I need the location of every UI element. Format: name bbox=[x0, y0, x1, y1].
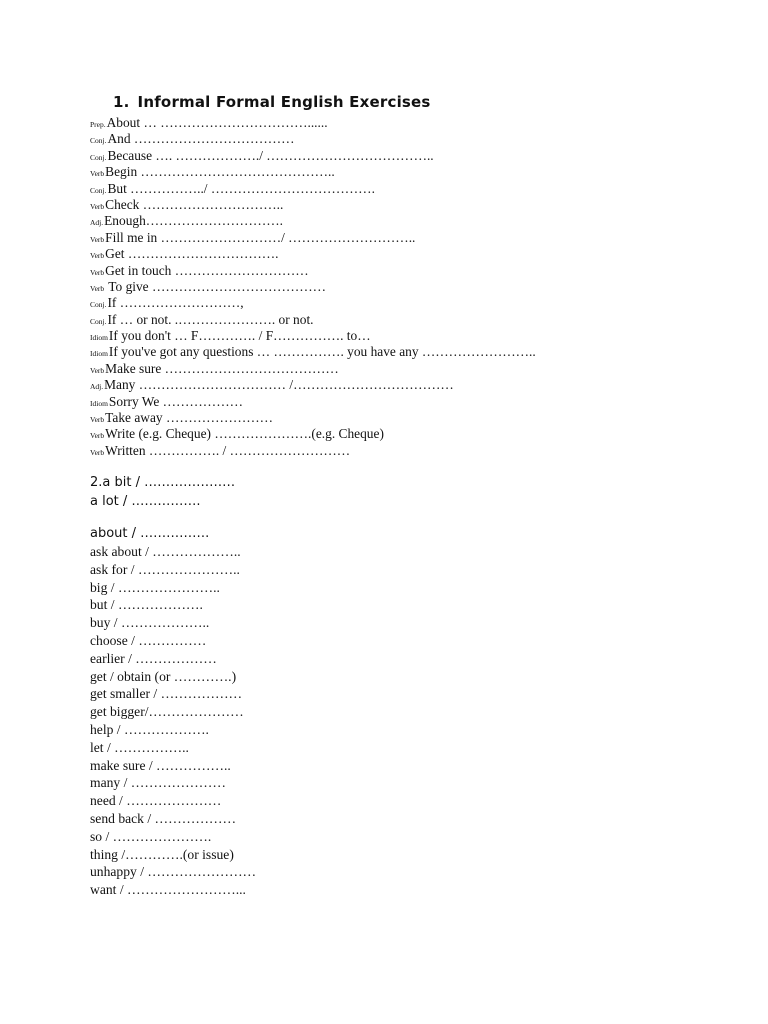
part-of-speech-tag: Verb bbox=[90, 234, 105, 244]
exercise-2-list bbox=[90, 524, 256, 899]
exercise-1-row bbox=[90, 426, 536, 442]
exercise-2-item: get / obtain (or ………….) bbox=[90, 668, 237, 684]
part-of-speech-tag: Verb bbox=[90, 447, 105, 457]
exercise-1-text: About … ……………………………...... bbox=[106, 115, 328, 130]
exercise-1-text: If … or not. .…………………. or not. bbox=[107, 311, 314, 327]
exercise-2-item: get smaller / ……………… bbox=[90, 686, 243, 702]
exercise-1-text: If you've got any questions … ……………. you have any …………………….. bbox=[108, 344, 536, 360]
exercise-2-item: many / ………………… bbox=[90, 775, 226, 791]
page-title bbox=[113, 93, 431, 111]
exercise-1-row bbox=[90, 344, 536, 360]
exercise-1-text: Make sure ………………………………… bbox=[105, 360, 339, 376]
part-of-speech-tag: Conj. bbox=[90, 152, 107, 162]
exercise-2-item: ask about / ……………….. bbox=[90, 544, 241, 559]
part-of-speech-tag: Verb bbox=[90, 365, 105, 375]
exercise-2-item: unhappy / …………………… bbox=[90, 864, 257, 880]
exercise-2-item: help / ………………. bbox=[90, 721, 209, 737]
exercise-1-row bbox=[90, 361, 536, 377]
exercise-1-row bbox=[90, 148, 536, 164]
exercise-1-row bbox=[90, 394, 536, 410]
exercise-2-item: big / ………………….. bbox=[90, 579, 220, 595]
exercise-2-header bbox=[90, 473, 235, 511]
exercise-1-text: Begin …………………………………….. bbox=[105, 164, 335, 180]
exercise-2-item: so / …………………. bbox=[90, 828, 212, 844]
exercise-2-item: earlier / ……………… bbox=[90, 650, 217, 666]
exercise-1-text: To give ………………………………… bbox=[105, 278, 327, 294]
exercise-2-item: thing /………….(or issue) bbox=[90, 846, 234, 862]
exercise-1-row bbox=[90, 131, 536, 147]
exercise-2-line: 2.a bit / ………………… bbox=[90, 475, 236, 490]
exercise-1-text: Get in touch ………………………… bbox=[105, 262, 309, 278]
exercise-1-row bbox=[90, 312, 536, 328]
exercise-1-row bbox=[90, 410, 536, 426]
exercise-1-text: Get ……………………………. bbox=[105, 246, 279, 262]
part-of-speech-tag: Prep. bbox=[90, 120, 106, 129]
part-of-speech-tag: Idiom bbox=[90, 349, 108, 359]
exercise-1-text: Written ……………. / ……………………… bbox=[105, 442, 351, 458]
part-of-speech-tag: Idiom bbox=[90, 398, 108, 408]
exercise-2-item: let / …………….. bbox=[90, 739, 189, 755]
exercise-1-row bbox=[90, 295, 536, 311]
title-text: Informal Formal English Exercises bbox=[137, 93, 431, 111]
exercise-1-list bbox=[90, 115, 536, 459]
part-of-speech-tag: Verb bbox=[90, 267, 105, 277]
exercise-1-text: Take away …………………… bbox=[105, 410, 274, 426]
exercise-1-text: If you don't … F…………. / F……………. to… bbox=[108, 328, 371, 344]
exercise-1-row bbox=[90, 263, 536, 279]
exercise-1-row bbox=[90, 328, 536, 344]
part-of-speech-tag: Adj. bbox=[90, 382, 104, 392]
exercise-2-item: make sure / …………….. bbox=[90, 757, 231, 773]
exercise-2-item: but / ………………. bbox=[90, 597, 203, 613]
exercise-2-item: send back / ……………… bbox=[90, 810, 237, 826]
exercise-1-text: Sorry We ……………… bbox=[108, 393, 243, 409]
exercise-1-text: Many …………………………… /……………………………… bbox=[104, 377, 454, 393]
part-of-speech-tag: Conj. bbox=[90, 185, 107, 195]
exercise-1-text: Because …. ………………./ ……………………………….. bbox=[107, 147, 434, 163]
exercise-1-row bbox=[90, 230, 536, 246]
part-of-speech-tag: Verb bbox=[90, 201, 105, 211]
part-of-speech-tag: Conj. bbox=[90, 300, 107, 310]
exercise-1-row bbox=[90, 164, 536, 180]
part-of-speech-tag: Idiom bbox=[90, 333, 108, 343]
exercise-2-item: want / ……………………... bbox=[90, 882, 246, 898]
part-of-speech-tag: Verb bbox=[90, 283, 105, 293]
exercise-1-text: And ……………………………… bbox=[107, 131, 295, 147]
exercise-2-item: get bigger/………………… bbox=[90, 704, 244, 720]
part-of-speech-tag: Conj. bbox=[90, 316, 107, 326]
exercise-2-item: ask for / ………………….. bbox=[90, 561, 240, 577]
exercise-2-line: a lot / ……………. bbox=[90, 494, 201, 509]
exercise-1-row bbox=[90, 246, 536, 262]
exercise-1-row bbox=[90, 213, 536, 229]
title-number: 1. bbox=[113, 93, 130, 111]
exercise-1-text: If ………………………, bbox=[107, 295, 244, 311]
exercise-1-text: Write (e.g. Cheque) ………………….(e.g. Cheque) bbox=[105, 426, 384, 442]
part-of-speech-tag: Verb bbox=[90, 251, 105, 261]
exercise-2-first-item: about / ……………. bbox=[90, 526, 210, 541]
exercise-1-row bbox=[90, 279, 536, 295]
exercise-1-text: Fill me in ………………………/ ……………………….. bbox=[105, 229, 416, 245]
exercise-1-row bbox=[90, 115, 536, 131]
exercise-1-text: But ……………../ ………………………………. bbox=[107, 180, 375, 196]
exercise-1-text: Enough…………………………. bbox=[104, 213, 284, 229]
exercise-1-row bbox=[90, 443, 536, 459]
exercise-1-row bbox=[90, 197, 536, 213]
part-of-speech-tag: Verb bbox=[90, 169, 105, 179]
part-of-speech-tag: Verb bbox=[90, 431, 105, 441]
part-of-speech-tag: Verb bbox=[90, 415, 105, 425]
exercise-2-item: choose / …………… bbox=[90, 632, 207, 648]
part-of-speech-tag: Conj. bbox=[90, 136, 107, 146]
exercise-1-row bbox=[90, 377, 536, 393]
exercise-1-row bbox=[90, 181, 536, 197]
exercise-2-item: need / ………………… bbox=[90, 793, 222, 809]
exercise-2-item: buy / ……………….. bbox=[90, 615, 210, 631]
part-of-speech-tag: Adj. bbox=[90, 218, 104, 228]
exercise-1-text: Check ………………………….. bbox=[105, 196, 284, 212]
